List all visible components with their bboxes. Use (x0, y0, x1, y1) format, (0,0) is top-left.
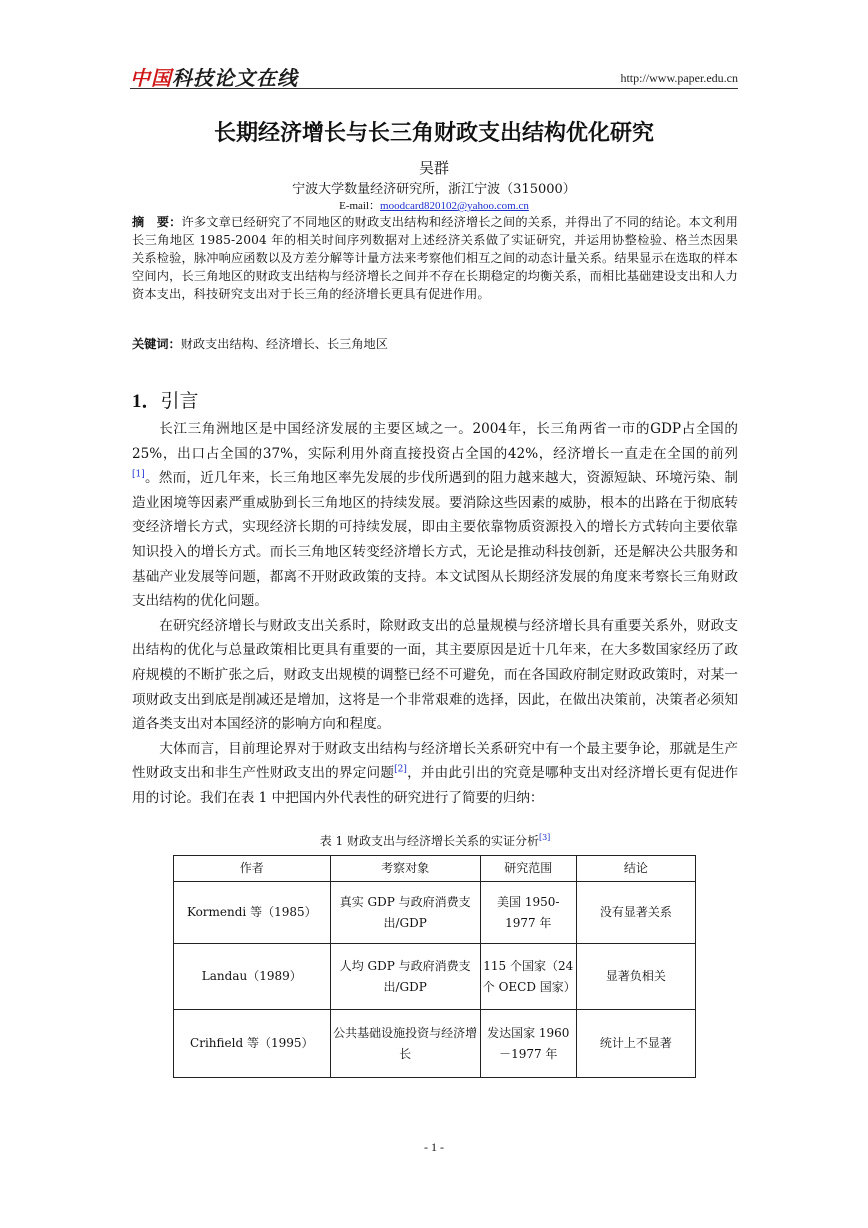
paragraph-1-part-a: 长江三角洲地区是中国经济发展的主要区域之一。2004年，长三角两省一市的GDP占全国的25%，出口占全国的37%，实际利用外商直接投资占全国的42%，经济增长一直走在全国的前列 (132, 421, 738, 462)
journal-logo (130, 62, 298, 91)
section-title: 引言 (160, 390, 199, 412)
results-table (173, 855, 696, 1078)
table-cell: 统计上不显著 (576, 1010, 695, 1078)
table-header-row (174, 856, 696, 882)
abstract-label: 摘 要： (132, 215, 182, 229)
citation-3[interactable]: [3] (538, 833, 551, 842)
section-heading (132, 386, 199, 413)
table-cell: 显著负相关 (576, 944, 695, 1010)
table-cell: 人均 GDP 与政府消费支出/GDP (330, 944, 480, 1010)
keywords-text: 财政支出结构、经济增长、长三角地区 (180, 337, 388, 351)
keywords-label: 关键词： (132, 337, 181, 351)
citation-2[interactable]: [2] (394, 764, 407, 775)
body-text (132, 417, 738, 811)
paragraph-3-part-b: ，并由此引出的究竟是哪种支出对经济增长更有促进作用的讨论。我们在表 1 中把国内外代表性的研究进行了简要的归纳： (132, 765, 739, 806)
author-affiliation: 宁波大学数量经济研究所，浙江宁波（315000） (292, 182, 576, 197)
paragraph-1 (132, 417, 738, 614)
logo-black-text: 科技论文在线 (172, 66, 298, 90)
paper-title: 长期经济增长与长三角财政支出结构优化研究 (213, 121, 654, 146)
table-cell: Crihfield 等（1995） (174, 1010, 331, 1078)
paragraph-1-part-b: 。然而，近几年来，长三角地区率先发展的步伐所遇到的阻力越来越大，资源短缺、环境污染、制造业困境等因素严重威胁到长三角地区的持续发展。要消除这些因素的威胁，根本的出路在于彻底转变经济增长方式，实现经济长期的可持续发展，即由主要依靠物质资源投入的增长方式转向主要依靠知识投入的增长方式。而长三角地区转变经济增长方式，无论是推动科技创新，还是解决公共服务和基础产业发展等问题，都离不开财政政策的支持。本文试图从长期经济发展的角度来考察长三角财政支出结构的优化问题。 (132, 470, 738, 610)
logo-red-text: 中国 (130, 66, 172, 90)
author-name: 吴群 (418, 159, 449, 177)
header-scope: 研究范围 (480, 856, 576, 882)
table-cell: 公共基础设施投资与经济增长 (330, 1010, 480, 1078)
table-caption-text: 表 1 财政支出与经济增长关系的实证分析 (319, 834, 539, 848)
keywords (132, 335, 738, 353)
author-email (130, 197, 738, 213)
table-cell: Landau（1989） (174, 944, 331, 1010)
paragraph-2: 在研究经济增长与财政支出关系时，除财政支出的总量规模与经济增长具有重要关系外，财政支出结构的优化与总量政策相比更具有重要的一面，其主要原因是近十几年来，在大多数国家经历了政府规模的不断扩张之后，财政支出规模的调整已经不可避免，而在各国政府制定财政政策时，对某一项财政支出到底是削减还是增加，这将是一个非常艰难的选择，因此，在做出决策前，决策者必须知道各类支出对本国经济的影响方向和程度。 (132, 617, 738, 733)
table-cell: 美国 1950-1977 年 (480, 882, 576, 944)
page-header (130, 62, 738, 89)
table-cell: 没有显著关系 (576, 882, 695, 944)
table-cell: 真实 GDP 与政府消费支出/GDP (330, 882, 480, 944)
paragraph-3 (132, 737, 738, 811)
header-conclusion: 结论 (576, 856, 695, 882)
header-author: 作者 (174, 856, 331, 882)
header-url[interactable]: http://www.paper.edu.cn (620, 71, 738, 85)
table-caption (132, 832, 738, 849)
table-row (174, 944, 696, 1010)
email-link[interactable]: moodcard820102@yahoo.com.cn (380, 200, 529, 212)
section-number: 1． (132, 391, 161, 412)
page-number: - 1 - (424, 1140, 444, 1154)
citation-1[interactable]: [1] (132, 469, 145, 480)
email-label: E-mail： (339, 200, 381, 212)
paragraph-3-part-a: 大体而言，目前理论界对于财政支出结构与经济增长关系研究中有一个最主要争论，那就是生产性财政支出和非生产性财政支出的界定问题 (132, 740, 738, 782)
abstract (132, 213, 738, 303)
table-row (174, 1010, 696, 1078)
table-cell: 发达国家 1960－1977 年 (480, 1010, 576, 1078)
table-cell: Kormendi 等（1985） (174, 882, 331, 944)
table-cell: 115 个国家（24 个 OECD 国家） (480, 944, 576, 1010)
abstract-text: 许多文章已经研究了不同地区的财政支出结构和经济增长之间的关系，并得出了不同的结论。本文利用长三角地区 1985-2004 年的相关时间序列数据对上述经济关系做了实证研究，并运用协整检验、格兰杰因果关系检验，脉冲响应函数以及方差分解等计量方法来考察他们相互之间的动态计量关系。结果显示在选取的样本空间内，长三角地区的财政支出结构与经济增长之间并不存在长期稳定的均衡关系，而相比基础建设支出和人力资本支出，科技研究支出对于长三角的经济增长更具有促进作用。 (132, 215, 739, 301)
table-row (174, 882, 696, 944)
header-subject: 考察对象 (330, 856, 480, 882)
